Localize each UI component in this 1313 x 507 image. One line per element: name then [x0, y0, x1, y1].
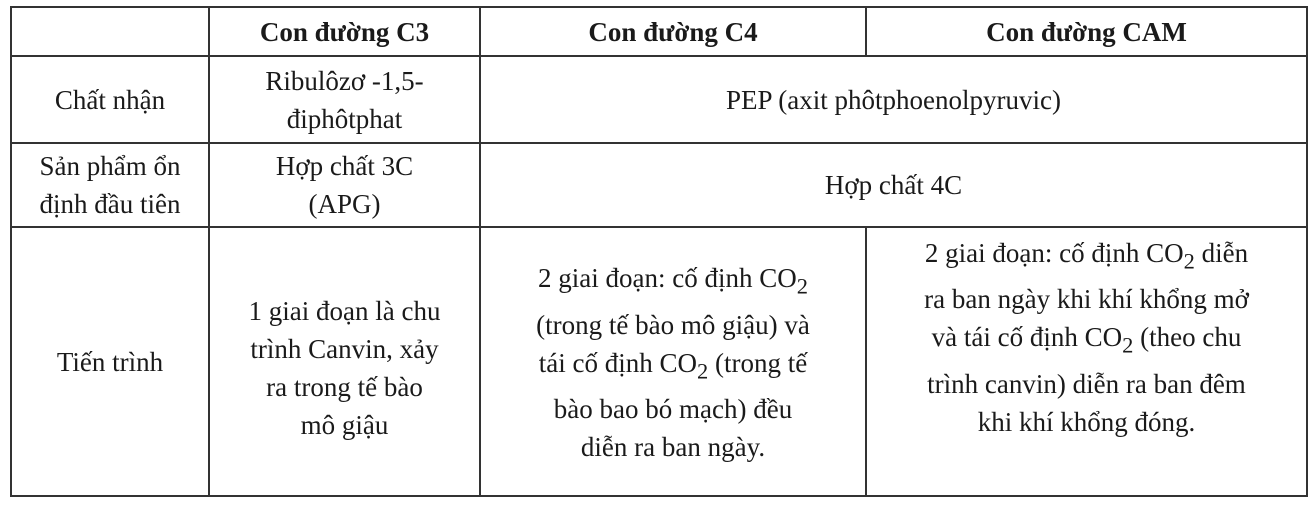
cell-line: định đầu tiên	[39, 189, 181, 219]
table-row-process	[11, 227, 1307, 496]
cell-line	[489, 259, 857, 305]
cell-line: khi khí khổng đóng.	[977, 406, 1196, 437]
subscript: 2	[1122, 332, 1134, 358]
row-label-acceptor: Chất nhận	[11, 56, 209, 143]
header-c3: Con đường C3	[209, 7, 480, 56]
cell-line: diễn ra ban ngày.	[580, 431, 766, 462]
cell-line: (trong tế bào mô giậu) và	[536, 309, 810, 340]
cell-line	[875, 234, 1298, 280]
cell-product-c3	[209, 143, 480, 227]
cell-line: ra ban ngày khi khí khổng mở	[924, 284, 1249, 315]
header-cam: Con đường CAM	[866, 7, 1307, 56]
cell-line: Ribulôzơ -1,5-	[265, 65, 424, 96]
cell-line	[875, 318, 1298, 364]
table-row-product	[11, 143, 1307, 227]
text-run: diễn	[1194, 238, 1249, 268]
cell-product-c4-cam: Hợp chất 4C	[480, 143, 1307, 227]
header-empty-cell	[11, 7, 209, 56]
text-run: 2 giai đoạn: cố định CO	[538, 263, 797, 294]
text-run: (theo chu	[1133, 322, 1242, 353]
cell-acceptor-c3	[209, 56, 480, 143]
cell-line: trình Canvin, xảy	[250, 333, 439, 364]
cell-acceptor-c4-cam: PEP (axit phôtphoenolpyruvic)	[480, 56, 1307, 143]
cell-line: 1 giai đoạn là chu	[248, 295, 441, 326]
cell-line: bào bao bó mạch) đều	[553, 393, 793, 424]
subscript: 2	[796, 273, 808, 299]
cell-process-c4	[480, 227, 866, 496]
cell-line: (APG)	[308, 189, 381, 219]
header-c4: Con đường C4	[480, 7, 866, 56]
cell-line: Sản phẩm ổn	[39, 151, 181, 181]
text-run: (trong tế	[708, 347, 808, 378]
table-row-acceptor	[11, 56, 1307, 143]
cell-line: điphôtphat	[286, 103, 403, 134]
text-run: và tái cố định CO	[931, 322, 1123, 353]
cell-process-c3	[209, 227, 480, 496]
row-label-process: Tiến trình	[11, 227, 209, 496]
cell-line: trình canvin) diễn ra ban đêm	[927, 368, 1246, 399]
cell-line	[489, 344, 857, 390]
subscript: 2	[697, 357, 709, 383]
cell-line: ra trong tế bào	[266, 371, 423, 402]
text-run: tái cố định CO	[538, 347, 697, 378]
cell-line: mô giậu	[300, 409, 389, 440]
cell-process-cam	[866, 227, 1307, 496]
subscript: 2	[1183, 248, 1195, 274]
row-label-product	[11, 143, 209, 227]
text-run: 2 giai đoạn: cố định CO	[924, 238, 1184, 268]
header-row	[11, 7, 1307, 56]
cell-line: Hợp chất 3C	[275, 151, 414, 181]
comparison-table	[10, 6, 1308, 497]
